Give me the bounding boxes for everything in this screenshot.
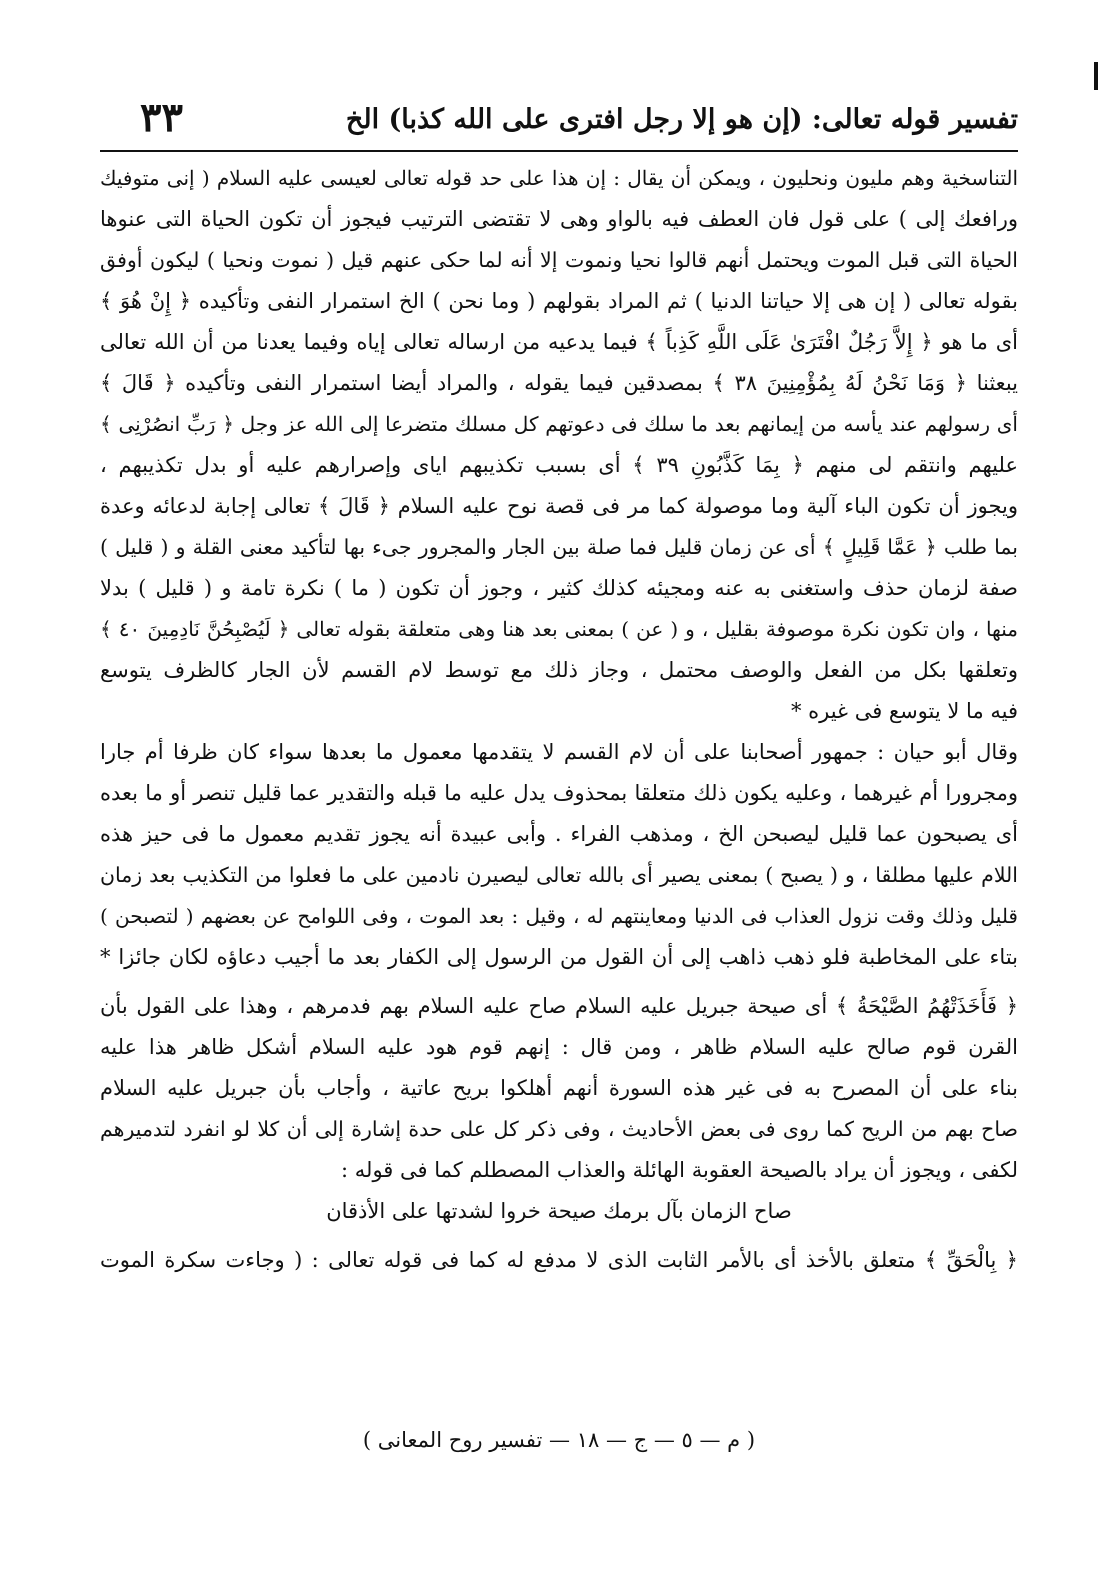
text-line: ﴿ بِالْحَقِّ ﴾ متعلق بالأخذ أى بالأمر الثابت الذى لا مدفع له كما فى قوله تعالى : ( وجاءت سكرة الموت <box>100 1248 1018 1272</box>
text-line: منها ، وان تكون نكرة موصوفة بقليل ، و ( عن ) بمعنى بعد هنا وهى متعلقة بقوله تعالى ﴿ لَيُصْبِحُنَّ نَادِمِينَ ٤٠ ﴾ <box>100 617 1018 641</box>
page-number: ٣٣ <box>140 94 183 141</box>
page-edge-mark <box>1094 62 1098 90</box>
text-line: وقال أبو حيان : جمهور أصحابنا على أن لام القسم لا يتقدمها معمول ما بعدها سواء كان ظرفا أم جارا <box>100 740 1018 764</box>
page-header <box>100 94 1018 152</box>
text-line: وتعلقها بكل من الفعل والوصف محتمل ، وجاز ذلك مع توسط لام القسم لأن الجار كالظرف يتوسع <box>100 658 1018 682</box>
text-line: قليل وذلك وقت نزول العذاب فى الدنيا ومعاينتهم له ، وقيل : بعد الموت ، وفى اللوامح عن بعضهم ( لتصبحن ) <box>100 904 1018 928</box>
text-line: أى ما هو ﴿ إِلاَّ رَجُلٌ افْتَرَىٰ عَلَى اللَّهِ كَذِباً ﴾ فيما يدعيه من ارساله تعالى إياه وفيما يعدنا من أن الله تعالى <box>100 330 1018 354</box>
text-line: يبعثنا ﴿ وَمَا نَحْنُ لَهُ بِمُؤْمِنِينَ ٣٨ ﴾ بمصدقين فيما يقوله ، والمراد أيضا استمرار النفى وتأكيده ﴿ قَالَ ﴾ <box>100 371 1018 395</box>
text-line: التناسخية وهم مليون ونحليون ، ويمكن أن يقال : إن هذا على حد قوله تعالى لعيسى عليه السلام ( إنى متوفيك <box>100 166 1018 190</box>
running-title: تفسير قوله تعالى: (إن هو إلا رجل افترى على الله كذبا) الخ <box>345 104 1018 135</box>
text-line: بقوله تعالى ( إن هى إلا حياتنا الدنيا ) ثم المراد بقولهم ( وما نحن ) الخ استمرار النفى وتأكيده ﴿ إِنْ هُوَ ﴾ <box>100 289 1018 313</box>
text-line: فيه ما لا يتوسع فى غيره * <box>790 699 1018 723</box>
text-line: صفة لزمان حذف واستغنى به عنه ومجيئه كذلك كثير ، وجوز أن تكون ( ما ) نكرة تامة و ( قليل ) بدلا <box>100 576 1018 600</box>
text-line: اللام عليها مطلقا ، و ( يصبح ) بمعنى يصير أى بالله تعالى ليصيرن نادمين على ما فعلوا من التكذيب بعد زمان <box>100 863 1018 887</box>
poetry-verse: صاح الزمان بآل برمك صيحة خروا لشدتها على الأذقان <box>326 1199 792 1223</box>
header-rule <box>100 150 1018 152</box>
body-text <box>100 158 1018 1281</box>
text-line: ورافعك إلى ) على قول فان العطف فيه بالواو وهى لا تقتضى الترتيب فيجوز أن تكون الحياة التى عنوها <box>100 207 1018 231</box>
text-line: القرن قوم صالح عليه السلام ظاهر ، ومن قال : إنهم قوم هود عليه السلام أشكل ظاهر هذا عليه <box>100 1035 1018 1059</box>
text-line: أى يصبحون عما قليل ليصبحن الخ ، ومذهب الفراء . وأبى عبيدة أنه يجوز تقديم معمول ما فى حيز هذه <box>100 822 1018 846</box>
text-line: بما طلب ﴿ عَمَّا قَلِيلٍ ﴾ أى عن زمان قليل فما صلة بين الجار والمجرور جىء بها لتأكيد معنى القلة و ( قليل ) <box>100 535 1018 559</box>
text-line: ﴿ فَأَخَذَتْهُمُ الصَّيْحَةُ ﴾ أى صيحة جبريل عليه السلام صاح عليه السلام بهم فدمرهم ، وهذا على القول بأن <box>100 994 1018 1018</box>
text-line: عليهم وانتقم لى منهم ﴿ بِمَا كَذَّبُونِ ٣٩ ﴾ أى بسبب تكذيبهم اياى وإصرارهم عليه أو بدل تكذيبهم ، <box>100 453 1018 477</box>
text-line: لكفى ، ويجوز أن يراد بالصيحة العقوبة الهائلة والعذاب المصطلم كما فى قوله : <box>341 1158 1018 1182</box>
text-line: بناء على أن المصرح به فى غير هذه السورة أنهم أهلكوا بريح عاتية ، وأجاب بأن جبريل عليه السلام <box>100 1076 1018 1100</box>
text-line: ويجوز أن تكون الباء آلية وما موصولة كما مر فى قصة نوح عليه السلام ﴿ قَالَ ﴾ تعالى إجابة لدعائه وعدة <box>100 494 1018 518</box>
text-line: ومجرورا أم غيرهما ، وعليه يكون ذلك متعلقا بمحذوف يدل عليه ما قبله والتقدير عما قليل تنصر أو ما بعده <box>100 781 1018 805</box>
text-line: أى رسولهم عند يأسه من إيمانهم بعد ما سلك فى دعوتهم كل مسلك متضرعا إلى الله عز وجل ﴿ رَبِّ انصُرْنِى ﴾ <box>100 412 1018 436</box>
text-line: الحياة التى قبل الموت ويحتمل أنهم قالوا نحيا ونموت إلا أنه لما حكى عنهم قيل ( نموت ونحيا ) ليكون أوفق <box>100 248 1018 272</box>
text-line: صاح بهم من الريح كما روى فى بعض الأحاديث ، وفى ذكر كل على حدة إشارة إلى أن كلا لو انفرد لتدميرهم <box>100 1117 1018 1141</box>
text-line: بتاء على المخاطبة فلو ذهب ذاهب إلى أن القول من الرسول إلى الكفار بعد ما أجيب دعاؤه لكان جائزا * <box>100 945 1018 969</box>
page-footer: ( م — ٥ — ج — ١٨ — تفسير روح المعانى ) <box>362 1428 756 1452</box>
